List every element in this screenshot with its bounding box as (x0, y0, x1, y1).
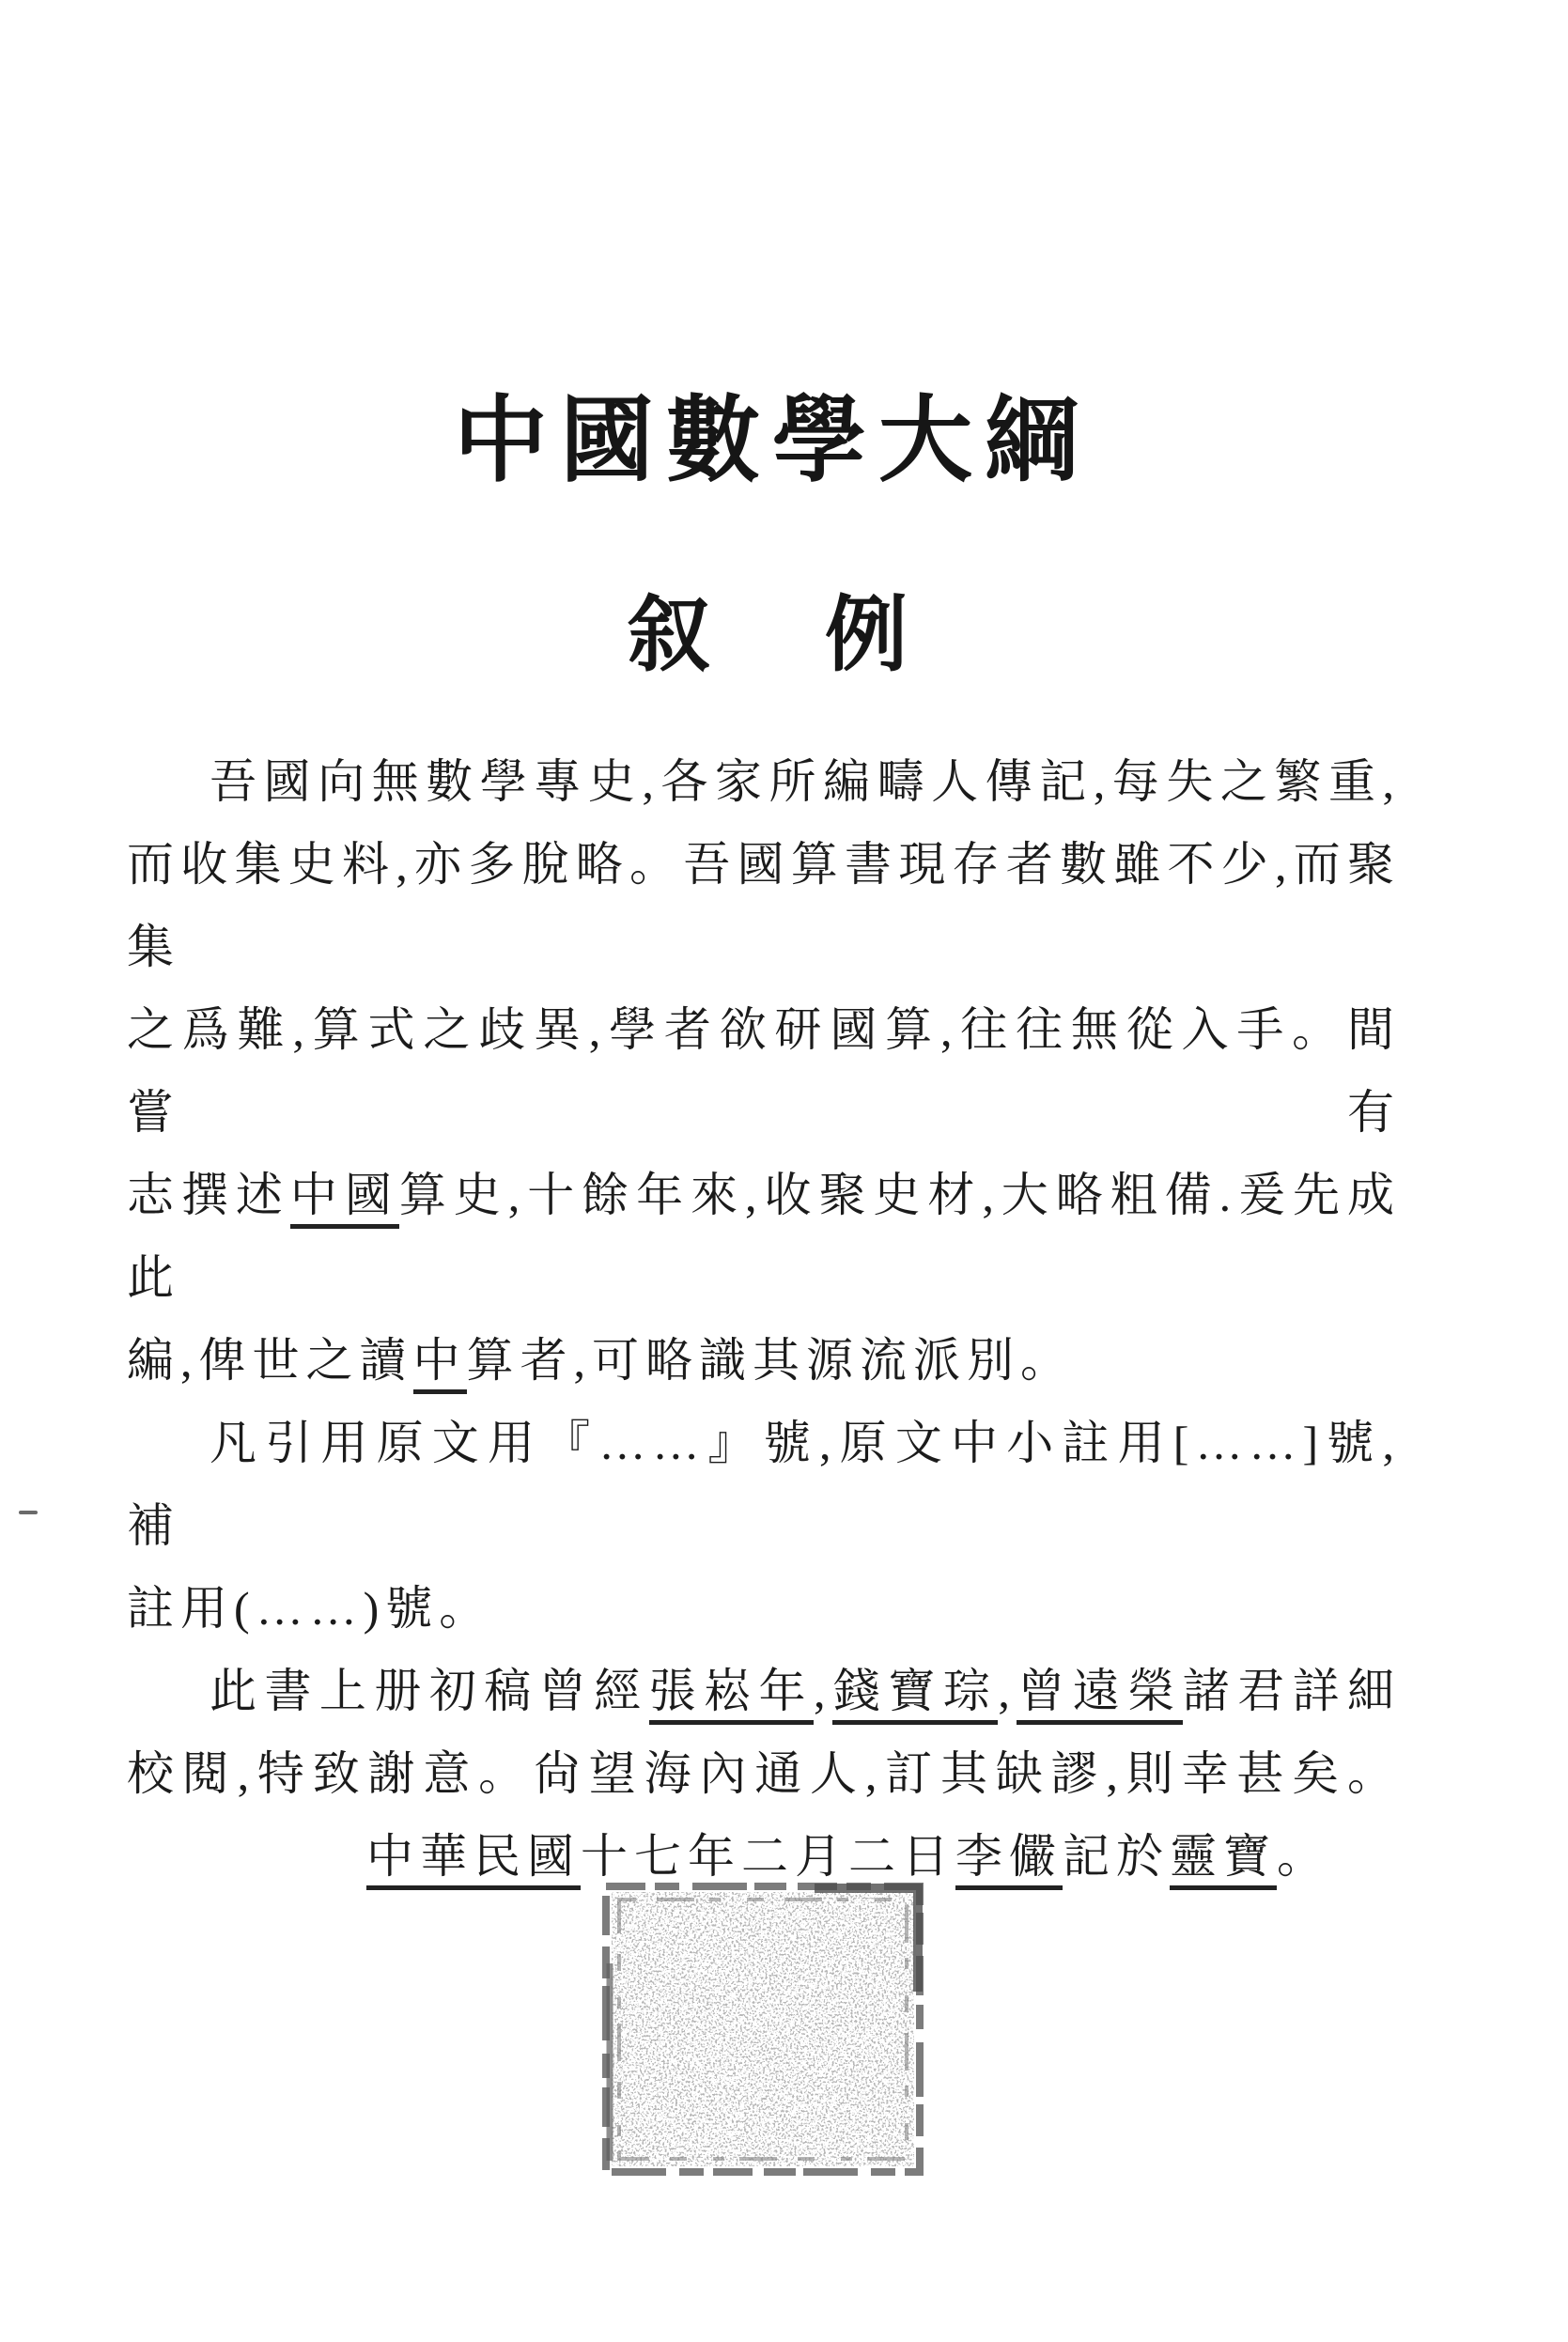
text-segment: 算者,可略識其源流派別。 (466, 1334, 1074, 1387)
text-line (127, 1402, 1401, 1567)
text-segment: 十七年二月二日 (581, 1830, 955, 1883)
text-segment: 凡引用原文用『……』號,原文中小註用[……]號,補 (127, 1417, 1401, 1552)
seal-noise (612, 1892, 914, 2166)
text-line (127, 1319, 1401, 1402)
text-line (127, 1650, 1401, 1732)
text-segment: 志撰述 (127, 1169, 290, 1221)
text-segment: 記於 (1063, 1830, 1170, 1883)
body-text (127, 740, 1401, 1898)
text-segment: 諸君詳細 (1182, 1665, 1402, 1717)
text-segment: 。 (1277, 1830, 1330, 1883)
text-segment: 編,俾世之讀 (127, 1334, 413, 1387)
proper-noun-underline: 中華民國 (366, 1830, 581, 1890)
margin-dash-mark (19, 1511, 38, 1514)
proper-noun-underline: 中 (413, 1334, 467, 1394)
seal-stamp (598, 1879, 927, 2179)
proper-noun-underline: 錢寶琮 (832, 1665, 999, 1725)
text-segment: 算史,十餘年來,收聚史材,大略粗備.爰先成此 (127, 1169, 1402, 1304)
text-segment: 吾國向無數學專史,各家所編疇人傳記,每失之繁重, (210, 755, 1401, 808)
book-title: 中國數學大綱 (454, 389, 1091, 493)
text-line (127, 1732, 1401, 1815)
text-segment: , (814, 1665, 832, 1717)
text-segment: 而收集史料,亦多脫略。吾國算書現存者數雖不少,而聚集 (127, 838, 1401, 973)
text-line (127, 823, 1401, 988)
proper-noun-underline: 曾遠榮 (1017, 1665, 1183, 1725)
text-line (127, 1567, 1401, 1650)
text-line (127, 740, 1401, 823)
proper-noun-underline: 中國 (290, 1169, 399, 1229)
text-segment: 註用(……)號。 (127, 1582, 493, 1635)
section-heading: 叙例 (628, 591, 1023, 682)
text-line (127, 988, 1401, 1154)
text-line (127, 1154, 1401, 1319)
text-segment: 校閱,特致謝意。尙望海內通人,訂其缺謬,則幸甚矣。 (127, 1747, 1401, 1800)
proper-noun-underline: 張崧年 (649, 1665, 814, 1725)
proper-noun-underline: 靈寶 (1170, 1830, 1277, 1890)
text-segment: 之爲難,算式之歧異,學者欲研國算,往往無從入手。間嘗有 (127, 1003, 1401, 1139)
text-segment: , (998, 1665, 1017, 1717)
proper-noun-underline: 李儼 (955, 1830, 1063, 1890)
text-segment: 此書上册初稿曾經 (210, 1665, 649, 1717)
